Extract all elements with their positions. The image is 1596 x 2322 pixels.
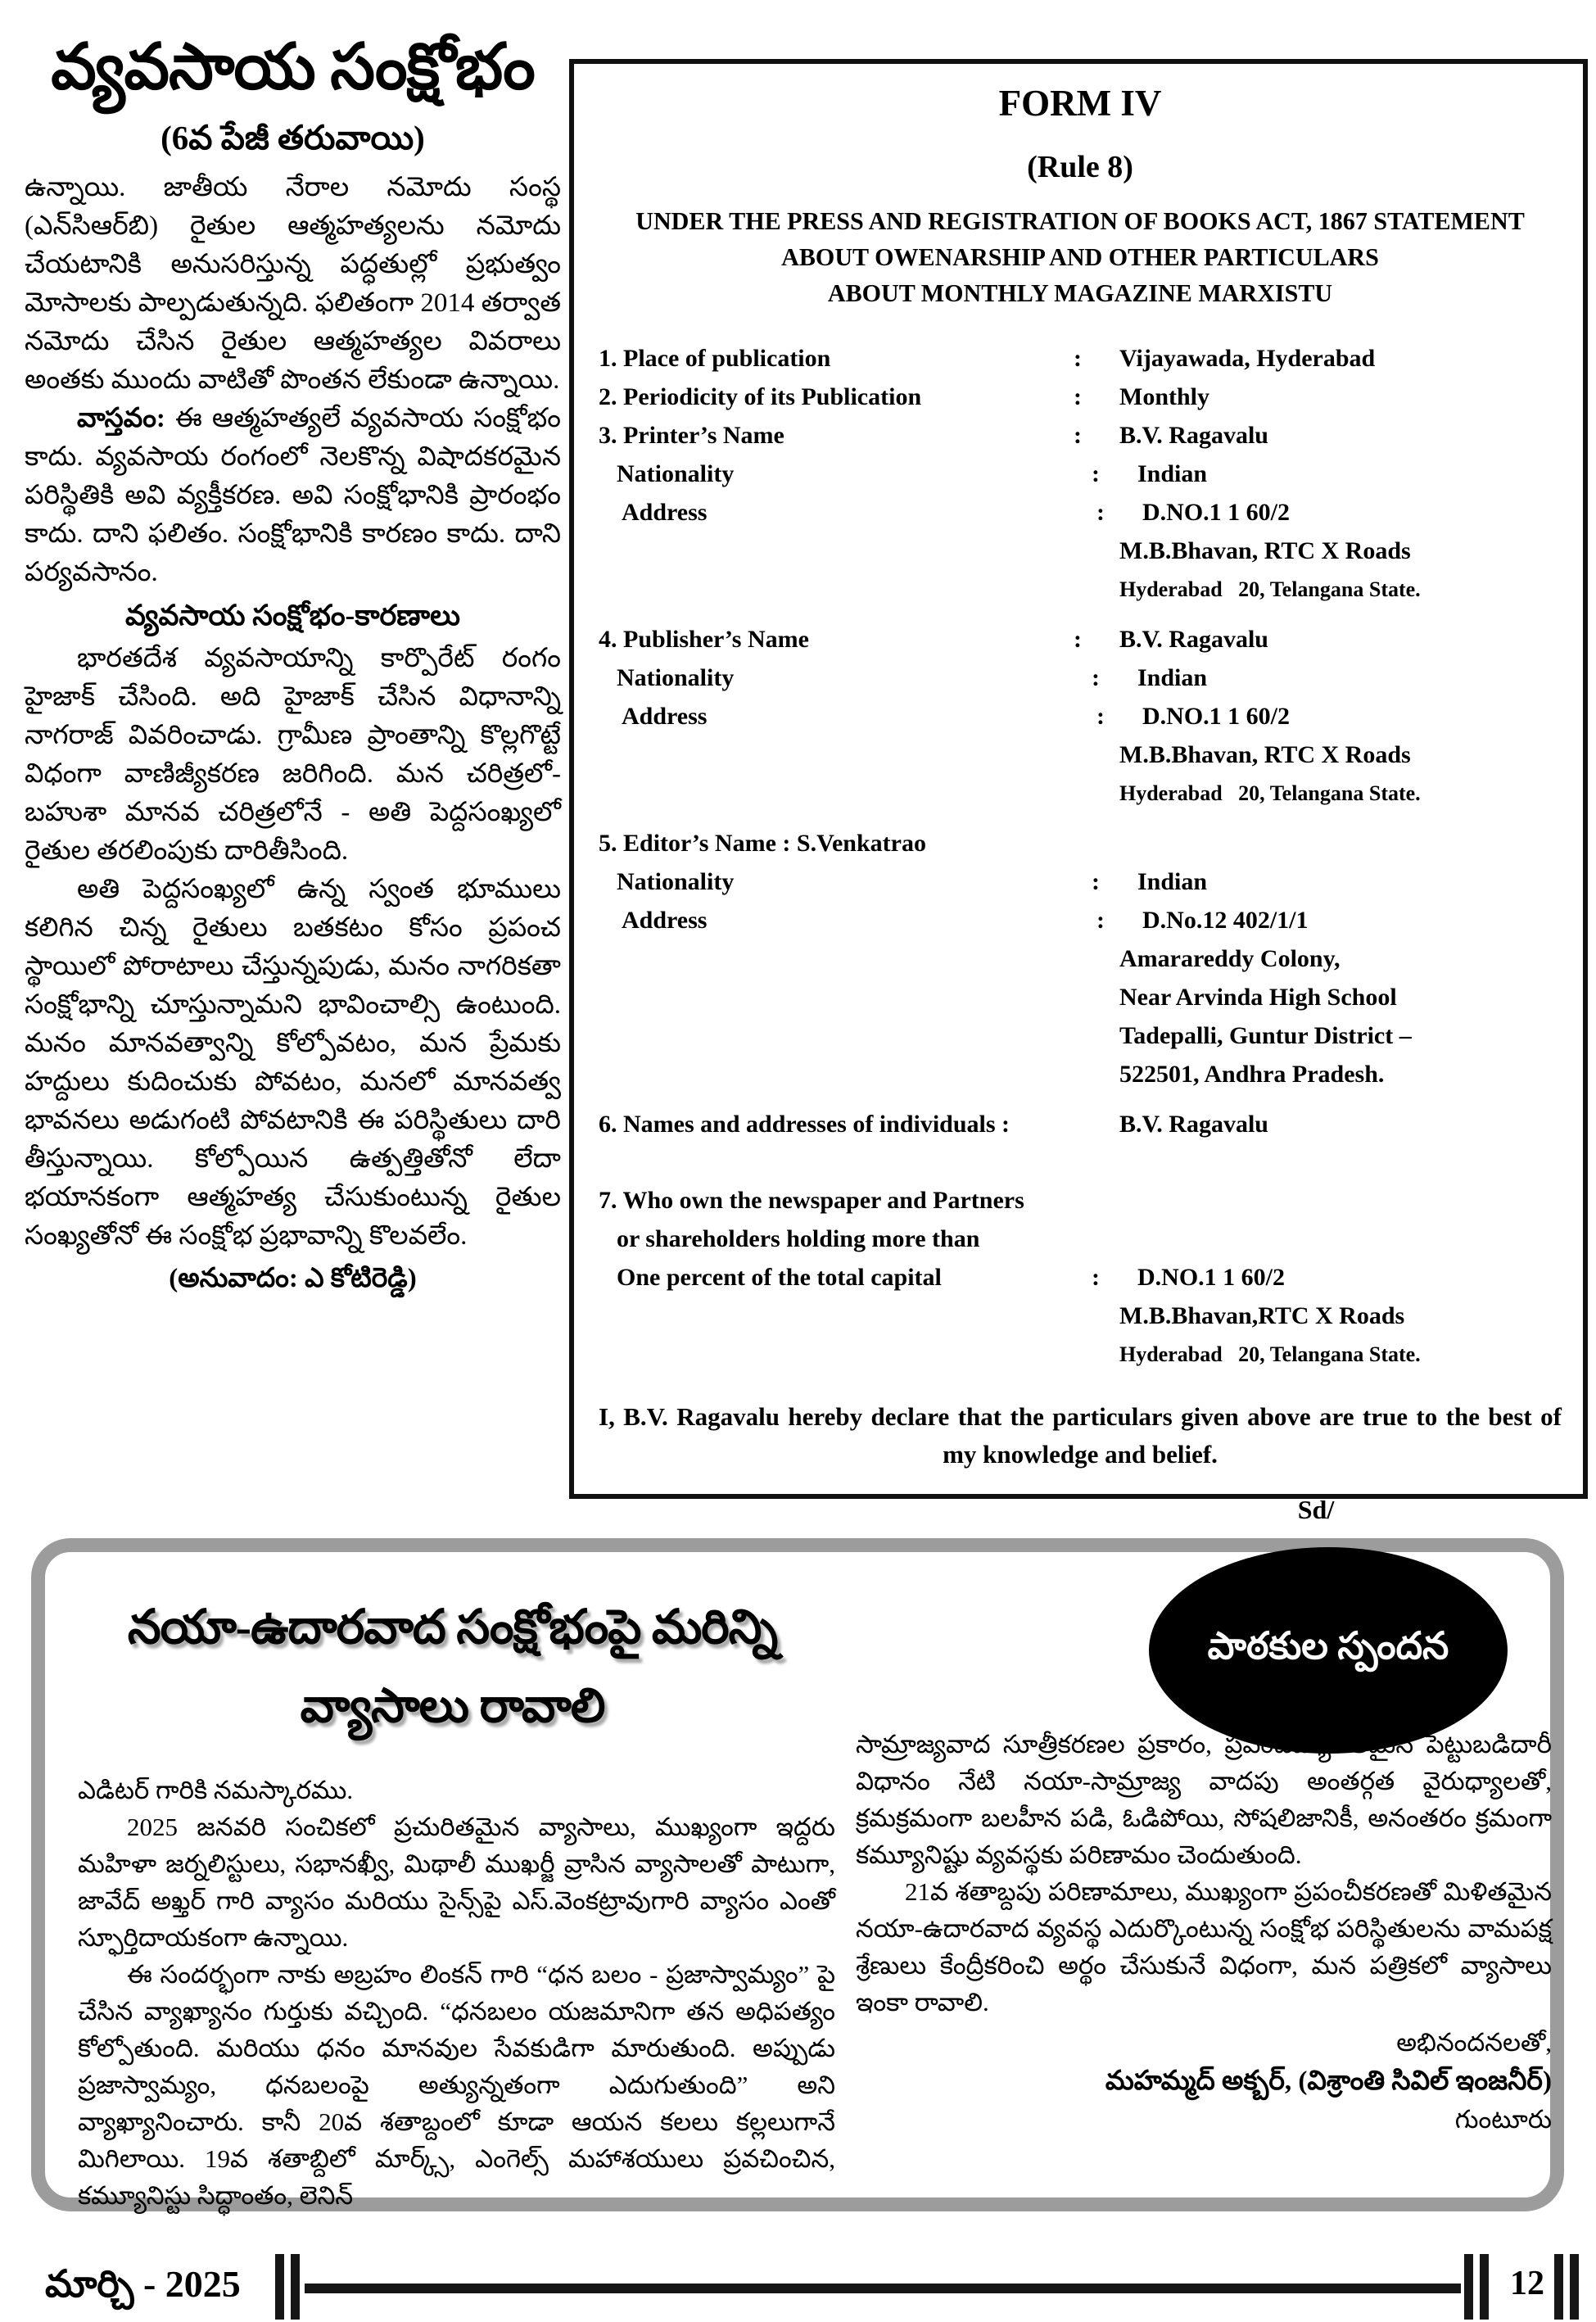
- form-row: [599, 339, 1562, 378]
- form-title: FORM IV: [998, 83, 1162, 124]
- form-row-label: 6. Names and addresses of individuals :: [599, 1111, 1010, 1138]
- form-row-label: [599, 978, 1074, 1016]
- form-row-value: Monthly: [1119, 383, 1210, 410]
- letter-left-column: [78, 1772, 835, 2214]
- letter-right-paragraphs: [856, 1726, 1552, 2021]
- form-row-value: Vijayawada, Hyderabad: [1119, 345, 1376, 372]
- form-row: [599, 493, 1562, 532]
- article-paragraph: భారతదేశ వ్యవసాయాన్ని కార్పొరేట్ రంగం హైజాక్ చేసింది. అది హైజాక్ చేసిన విధానాన్ని నాగరాజ్ వివరించాడు. గ్రామీణ ప్రాంతాన్ని కొల్లగొట్టే విధంగా వాణిజ్యీకరణ జరిగింది. మన చరిత్రలో-బహుశా మానవ చరిత్రలోనే - అతి పెద్దసంఖ్యలో రైతుల తరలింపుకు దారితీసింది.: [25, 644, 561, 866]
- form-row: [599, 1335, 1562, 1374]
- letter-paragraph: ఈ సందర్భంగా నాకు అబ్రహం లింకన్ గారి “ధన బలం - ప్రజాస్వామ్యం” పై చేసిన వ్యాఖ్యానం గుర్తుకు వచ్చింది. “ధనబలం యజమానిగా తన అధిపత్యం కోల్పోతుంది. మరియు ధనం మానవుల సేవకుడిగా మారుతుంది. అప్పుడు ప్రజాస్వామ్యం, ధనబలంపై అత్యున్నతంగా ఎదుగుతుంది” అని వ్యాఖ్యానించారు. కానీ 20వ శతాబ్దంలో కూడా ఆయన కలలు కల్లలుగానే మిగిలాయి. 19వ శతాబ్దిలో మార్క్స్, ఎంగెల్స్ మహాశయులు ప్రవచించిన, కమ్యూనిస్టు సిద్ధాంతం, లెనిన్: [78, 1960, 835, 2210]
- form-row-value: M.B.Bhavan, RTC X Roads: [1119, 741, 1411, 768]
- form-row-value: B.V. Ragavalu: [1119, 422, 1268, 449]
- form-heading-line: ABOUT MONTHLY MAGAZINE MARXISTU: [827, 278, 1333, 307]
- form-row-label: Nationality: [617, 664, 735, 691]
- form-row: [599, 378, 1562, 416]
- form-row: [599, 1297, 1562, 1335]
- translator-credit: (అనువాదం: ఎ కోటిరెడ్డి): [169, 1264, 417, 1293]
- form-row: [599, 939, 1562, 978]
- form-row-colon: [1074, 1016, 1119, 1055]
- form-row-label: One percent of the total capital: [617, 1264, 942, 1291]
- form-row-colon: :: [1074, 345, 1082, 372]
- footer-divider-bars-right-1: [1464, 2254, 1489, 2320]
- page-number: 12: [1510, 2265, 1544, 2302]
- form-heading-line: ABOUT OWENARSHIP AND OTHER PARTICULARS: [781, 242, 1379, 271]
- form-rows: [599, 339, 1562, 1374]
- letter-paragraph: ఎడిటర్ గారికి నమస్కారము.: [78, 1776, 354, 1804]
- form-row: [599, 1143, 1562, 1181]
- form-row: [599, 416, 1562, 455]
- form-row-colon: :: [1092, 460, 1100, 487]
- form-row-label: [599, 1335, 1074, 1374]
- page-footer: [0, 2254, 1596, 2322]
- form-row-label: [599, 570, 1074, 609]
- form-row-label: Nationality: [617, 460, 735, 487]
- form-row-colon: :: [1074, 383, 1082, 410]
- form-row-colon: :: [1092, 664, 1100, 691]
- form-row: [599, 824, 1562, 862]
- form-row: [599, 774, 1562, 812]
- form-row-value: B.V. Ragavalu: [1119, 1111, 1268, 1138]
- form-row-value: M.B.Bhavan, RTC X Roads: [1119, 537, 1411, 564]
- form-row-colon: [1074, 939, 1119, 978]
- form-row-colon: [1074, 774, 1119, 812]
- form-row-label: 3. Printer’s Name: [599, 422, 784, 449]
- form-row-colon: [1074, 532, 1119, 570]
- form-row-value: B.V. Ragavalu: [1119, 626, 1268, 653]
- form-row-value: Amarareddy Colony,: [1119, 945, 1341, 972]
- form-row-value: D.NO.1 1 60/2: [1142, 499, 1290, 526]
- form-row-label: [599, 1297, 1074, 1335]
- form-row-label: Address: [622, 499, 708, 526]
- letter-right-column: [856, 1726, 1552, 2139]
- form-row-label: Nationality: [617, 868, 735, 895]
- form-row-colon: :: [1096, 499, 1105, 526]
- article-paragraph: వాస్తవం: ఈ ఆత్మహత్యలే వ్యవసాయ సంక్షోభం కాదు. వ్యవసాయ రంగంలో నెలకొన్న విషాదకరమైన పరిస్థితికి అవి వ్యక్తీకరణ. అవి సంక్షోభానికి ప్రారంభం కాదు. దాని ఫలితం. సంక్షోభానికి కారణం కాదు. దాని పర్యవసానం.: [25, 404, 561, 587]
- form-heading-line: UNDER THE PRESS AND REGISTRATION OF BOOKS ACT, 1867 STATEMENT: [635, 206, 1525, 235]
- form-row-value: Near Arvinda High School: [1119, 984, 1397, 1011]
- form-heading: [599, 203, 1562, 311]
- article-subhead: వ్యవసాయ సంక్షోభం-కారణాలు: [124, 600, 461, 631]
- form-row-value: Tadepalli, Guntur District –: [1119, 1022, 1412, 1049]
- letter-headline-line1: నయా-ఉదారవాద సంక్షోభంపై మరిన్ని: [127, 1600, 778, 1654]
- form-row: [599, 1220, 1562, 1258]
- form-row-label: Address: [622, 703, 708, 730]
- article-subtitle: (6వ పేజీ తరువాయి): [161, 119, 425, 156]
- form-sd: Sd/: [1297, 1495, 1335, 1524]
- form-row: [599, 659, 1562, 697]
- form-row-colon: [1074, 1297, 1119, 1335]
- form-row-colon: :: [1074, 422, 1082, 449]
- letter-signature: మహమ్మద్ అక్బర్, (విశ్రాంతి సివిల్ ఇంజనీర్): [1105, 2066, 1552, 2096]
- form-row: [599, 1016, 1562, 1055]
- form-row: [599, 697, 1562, 736]
- form-row: [599, 1181, 1562, 1220]
- form-row-value: Indian: [1137, 868, 1208, 895]
- letter-closing: అభినందనలతో,: [1396, 2028, 1552, 2057]
- form-row-label: or shareholders holding more than: [617, 1225, 980, 1252]
- form-row: [599, 620, 1562, 659]
- form-row-label: [599, 1016, 1074, 1055]
- article-paragraph: ఉన్నాయి. జాతీయ నేరాల నమోదు సంస్థ (ఎన్‌సిఆర్‌బి) రైతుల ఆత్మహత్యలను నమోదు చేయటానికి అనుసరిస్తున్న పద్ధతుల్లో ప్రభుత్వం మోసాలకు పాల్పడుతున్నది. ఫలితంగా 2014 తర్వాత నమోదు చేసిన రైతుల ఆత్మహత్యల వివరాలు అంతకు ముందు వాటితో పొంతన లేకుండా ఉన్నాయి.: [25, 173, 561, 395]
- form-row-label: [599, 939, 1074, 978]
- article-title: వ్యవసాయ సంక్షోభం: [51, 31, 535, 102]
- letter-headline: [82, 1588, 823, 1745]
- footer-rule: [305, 2284, 1461, 2293]
- form-row-colon: :: [1096, 703, 1105, 730]
- form-row: [599, 532, 1562, 570]
- form-row-value: Hyderabad 20, Telangana State.: [1119, 781, 1421, 805]
- footer-divider-bars-right-2: [1554, 2254, 1579, 2320]
- form-row: [599, 1105, 1562, 1143]
- form-row-colon: :: [1092, 868, 1100, 895]
- form-row: [599, 862, 1562, 901]
- form-row: [599, 455, 1562, 493]
- form-row: [599, 978, 1562, 1016]
- letter-paragraph: 21వ శతాబ్దపు పరిణామాలు, ముఖ్యంగా ప్రపంచీకరణతో మిళితమైన నయా-ఉదారవాద వ్యవస్థ ఎదుర్కొంటున్న సంక్షోభ పరిస్థితులను వామపక్ష శ్రేణులు కేంద్రీకరించి అర్థం చేసుకునే విధంగా, మన పత్రికలో వ్యాసాలు ఇంకా రావాలి.: [856, 1877, 1552, 2016]
- form-row-label: 2. Periodicity of its Publication: [599, 383, 922, 410]
- form-row-value: D.NO.1 1 60/2: [1137, 1264, 1285, 1291]
- form-row-value: Hyderabad 20, Telangana State.: [1119, 577, 1421, 601]
- form-row-colon: :: [1074, 626, 1082, 653]
- form-row-label: [599, 774, 1074, 812]
- letter-headline-line2: వ్యాసాలు రావాలి: [300, 1679, 605, 1732]
- form-row-colon: [1074, 1335, 1119, 1374]
- form-row-label: 1. Place of publication: [599, 345, 831, 372]
- form-row-label: [599, 1055, 1074, 1093]
- letter-signature-place: గుంటూరు: [1454, 2105, 1552, 2134]
- form-row-colon: :: [1092, 1264, 1100, 1291]
- form-row-label: [599, 736, 1074, 774]
- form-row-value: Indian: [1137, 460, 1208, 487]
- form-row-value: M.B.Bhavan,RTC X Roads: [1119, 1302, 1405, 1329]
- form-iv-box: [569, 59, 1588, 1524]
- form-row-colon: [1074, 1055, 1119, 1093]
- letter-paragraph: 2025 జనవరి సంచికలో ప్రచురితమైన వ్యాసాలు, ముఖ్యంగా ఇద్దరు మహిళా జర్నలిస్టులు, సభానఖ్వీ, మిథాలీ ముఖర్జీ వ్రాసిన వ్యాసాలతో పాటుగా, జావేద్ అఖ్తర్ గారి వ్యాసం మరియు సైన్స్‌పై ఎస్.వెంకట్రావుగారి వ్యాసం ఎంతో స్ఫూర్తిదాయకంగా ఉన్నాయి.: [78, 1813, 835, 1952]
- readers-response-box: [31, 1538, 1564, 2211]
- form-row-label: [599, 532, 1074, 570]
- form-row-label: 7. Who own the newspaper and Partners: [599, 1187, 1024, 1214]
- form-row-value: D.No.12 402/1/1: [1142, 907, 1309, 934]
- form-row-value: D.NO.1 1 60/2: [1142, 703, 1290, 730]
- form-row-label: Address: [622, 907, 708, 934]
- article-paragraph: అతి పెద్దసంఖ్యలో ఉన్న స్వంత భూములు కలిగిన చిన్న రైతులు బతకటం కోసం ప్రపంచ స్థాయిలో పోరాటాలు చేస్తున్నపుడు, మనం నాగరికతా సంక్షోభాన్ని చూస్తున్నామని భావించాల్సి ఉంటుంది. మనం మానవత్వాన్ని కోల్పోవటం, మన ప్రేమకు హద్దులు కుదించుకు పోవటం, మనలో మానవత్వ భావనలు అడుగంటి పోవటానికి ఈ పరిస్థితులు దారి తీస్తున్నాయి. కోల్పోయిన ఉత్పత్తితోనో లేదా భయానకంగా ఆత్మహత్య చేసుకుంటున్న రైతుల సంఖ్యతోనో ఈ సంక్షోభ ప్రభావాన్ని కొలవలేం.: [25, 875, 561, 1251]
- footer-divider-bars-left: [275, 2254, 300, 2320]
- form-row: [599, 1055, 1562, 1093]
- issue-date: మార్చి - 2025: [45, 2263, 241, 2305]
- form-row-value: Indian: [1137, 664, 1208, 691]
- form-row-colon: [1074, 736, 1119, 774]
- form-row: [599, 736, 1562, 774]
- letter-paragraph: సామ్రాజ్యవాద సూత్రీకరణల ప్రకారం, ప్రపంచవ్యాపితమైన పెట్టుబడిదారీ విధానం నేటి నయా-సామ్రాజ్య వాదపు అంతర్గత వైరుధ్యాలతో, క్రమక్రమంగా బలహీన పడి, ఓడిపోయి, సోషలిజానికీ, అనంతరం క్రమంగా కమ్యూనిష్టు వ్యవస్థకు పరిణామం చెందుతుంది.: [856, 1730, 1552, 1869]
- form-row-value: 522501, Andhra Pradesh.: [1119, 1061, 1385, 1088]
- article-body: [25, 169, 561, 1256]
- form-row-colon: :: [1096, 907, 1105, 934]
- readers-response-badge: పాఠకుల స్పందన: [1149, 1547, 1508, 1754]
- form-row-colon: [1074, 1105, 1119, 1143]
- form-row-label: 4. Publisher’s Name: [599, 626, 809, 653]
- form-row-colon: [1074, 978, 1119, 1016]
- form-declaration: I, B.V. Ragavalu hereby declare that the particulars given above are true to the best of my knowledge and belief.: [599, 1402, 1562, 1469]
- form-row-value: Hyderabad 20, Telangana State.: [1119, 1342, 1421, 1366]
- form-row-colon: [1074, 570, 1119, 609]
- form-rule-subtitle: (Rule 8): [1027, 150, 1133, 184]
- form-row: [599, 570, 1562, 609]
- form-row: [599, 901, 1562, 939]
- form-row-label: 5. Editor’s Name : S.Venkatrao: [599, 830, 926, 857]
- form-row: [599, 1258, 1562, 1297]
- left-article: [25, 25, 561, 1298]
